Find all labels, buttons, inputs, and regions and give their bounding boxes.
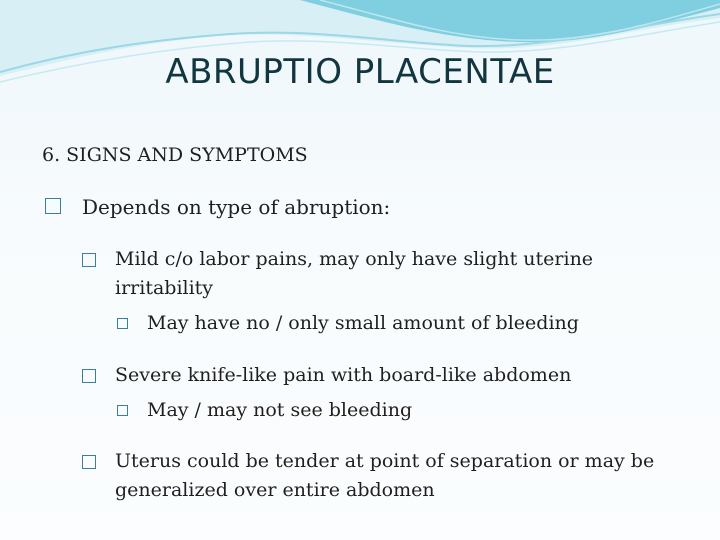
- sub-bullet-box-icon: [82, 455, 96, 469]
- section-heading: 6. SIGNS AND SYMPTOMS: [42, 144, 308, 166]
- bullet-box-icon: [45, 198, 61, 214]
- sub-point-1-line-1: Mild c/o labor pains, may only have slight uterine: [115, 248, 594, 270]
- sub-point-3-line-1: Uterus could be tender at point of separation or may be: [115, 450, 655, 472]
- sub-bullet-box-icon: [82, 253, 96, 267]
- sub-point-1-line-2: irritability: [115, 277, 214, 299]
- slide-title: ABRUPTIO PLACENTAE: [165, 52, 555, 92]
- sub-point-1-detail: May have no / only small amount of bleeding: [147, 312, 579, 334]
- detail-bullet-box-icon: [117, 405, 128, 416]
- detail-bullet-box-icon: [117, 318, 128, 329]
- sub-point-2-detail: May / may not see bleeding: [147, 399, 413, 421]
- sub-bullet-box-icon: [82, 369, 96, 383]
- sub-point-3-line-2: generalized over entire abdomen: [115, 479, 435, 501]
- sub-point-2-line-1: Severe knife-like pain with board-like abdomen: [115, 364, 572, 386]
- main-point: Depends on type of abruption:: [82, 195, 391, 219]
